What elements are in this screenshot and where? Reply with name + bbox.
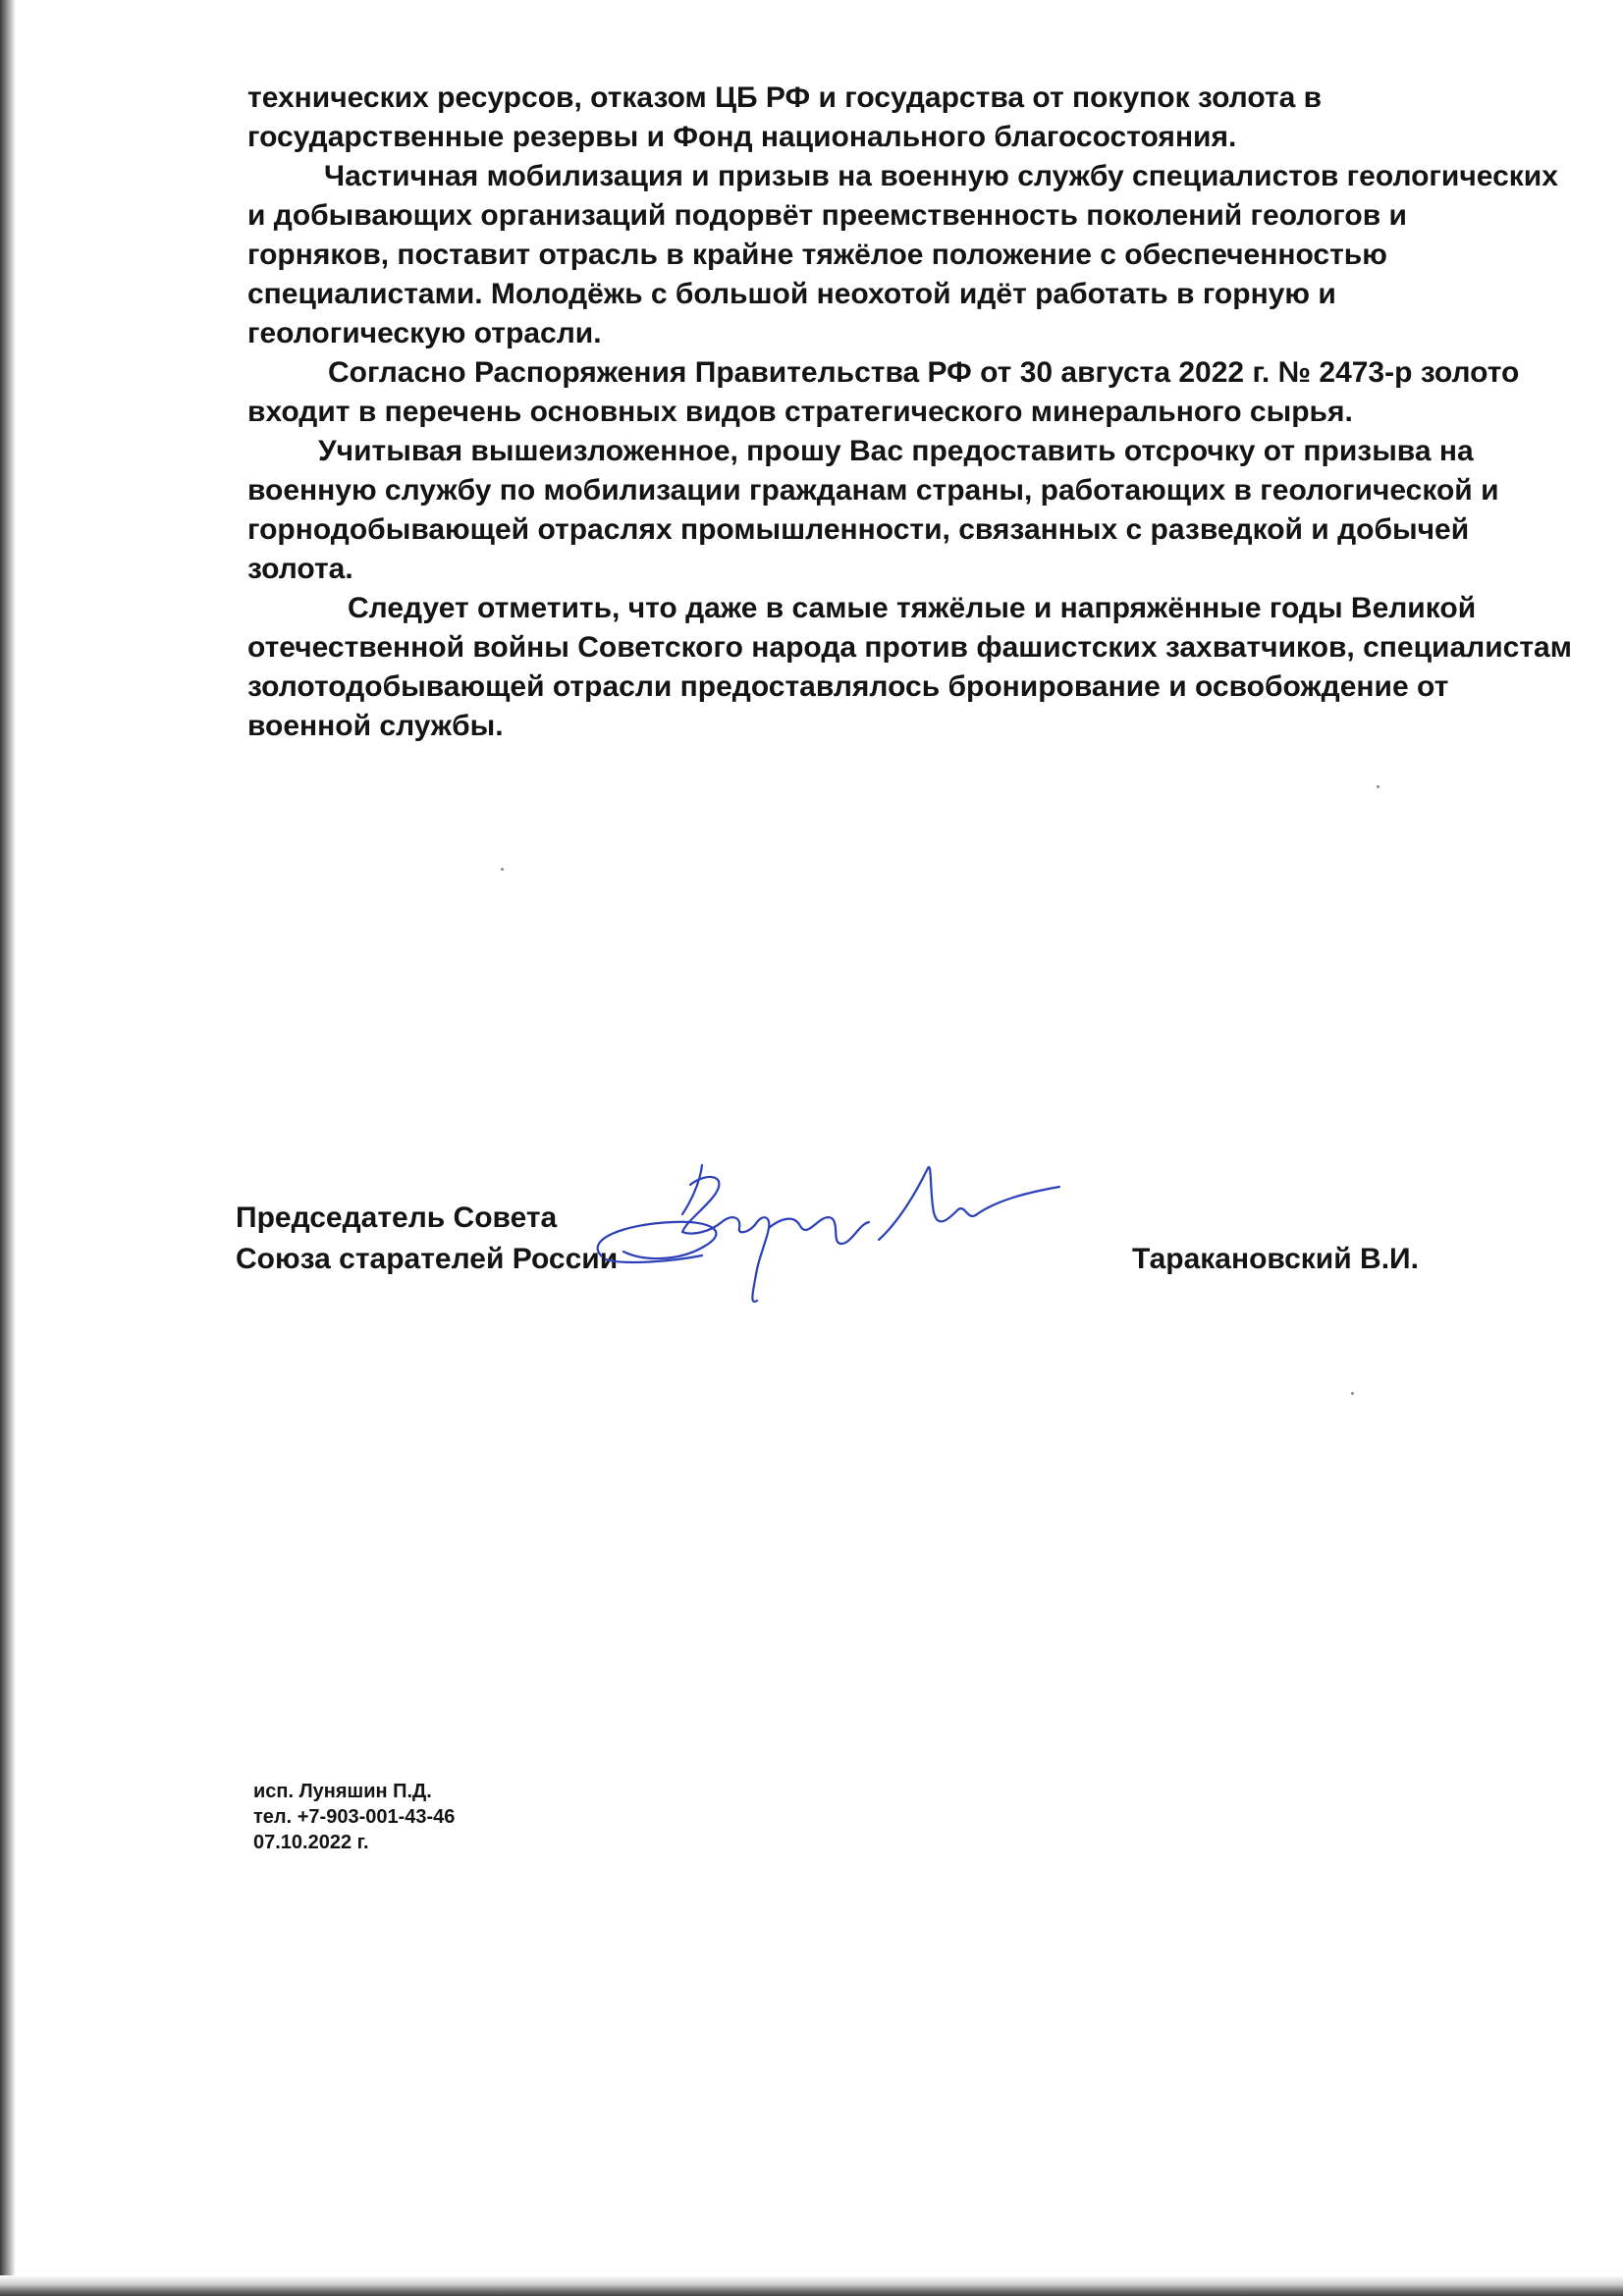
position-line: Союза старателей России <box>236 1243 619 1275</box>
scan-shadow-bottom <box>0 2275 1623 2296</box>
position-line: Председатель Совета <box>236 1201 558 1234</box>
scan-speck <box>501 868 504 871</box>
signatory-position <box>236 1198 618 1280</box>
body-line: военную службу по мобилизации гражданам страны, работающих в геологической и <box>247 474 1499 507</box>
body-line: Учитывая вышеизложенное, прошу Вас предоставить отсрочку от призыва на <box>318 435 1474 467</box>
handwritten-signature <box>584 1153 1065 1320</box>
body-line: входит в перечень основных видов стратегического минерального сырья. <box>247 396 1353 428</box>
body-line: специалистами. Молодёжь с большой неохотой идёт работать в горную и <box>247 278 1336 310</box>
body-line: отечественной войны Советского народа против фашистских захватчиков, специалистам <box>247 631 1572 664</box>
executor-name: исп. Луняшин П.Д. <box>253 1781 432 1802</box>
body-line: горняков, поставит отрасль в крайне тяжёлое положение с обеспеченностью <box>247 239 1387 271</box>
executor-phone: тел. +7-903-001-43-46 <box>253 1806 456 1828</box>
executor-footer <box>253 1779 455 1855</box>
scan-speck <box>1377 785 1380 788</box>
scan-speck <box>1351 1392 1354 1395</box>
body-line: Частичная мобилизация и призыв на военную службу специалистов геологических <box>324 160 1558 192</box>
scan-shadow-left <box>0 0 16 2296</box>
letter-date: 07.10.2022 г. <box>253 1832 369 1853</box>
body-line: горнодобывающей отраслях промышленности, связанных с разведкой и добычей <box>247 513 1470 546</box>
body-line: военной службы. <box>247 710 504 742</box>
body-line: технических ресурсов, отказом ЦБ РФ и государства от покупок золота в <box>247 81 1323 114</box>
body-line: золота. <box>247 553 353 585</box>
body-line: Согласно Распоряжения Правительства РФ от 30 августа 2022 г. № 2473-р золото <box>328 356 1520 389</box>
body-line: государственные резервы и Фонд национального благосостояния. <box>247 121 1237 153</box>
body-line: Следует отметить, что даже в самые тяжёлые и напряжённые годы Великой <box>348 592 1477 624</box>
body-line: и добывающих организаций подорвёт преемственность поколений геологов и <box>247 199 1407 232</box>
letter-body <box>247 79 1572 746</box>
signatory-name: Таракановский В.И. <box>1132 1243 1419 1275</box>
body-line: геологическую отрасли. <box>247 317 602 349</box>
body-line: золотодобывающей отрасли предоставлялось бронирование и освобождение от <box>247 670 1449 703</box>
